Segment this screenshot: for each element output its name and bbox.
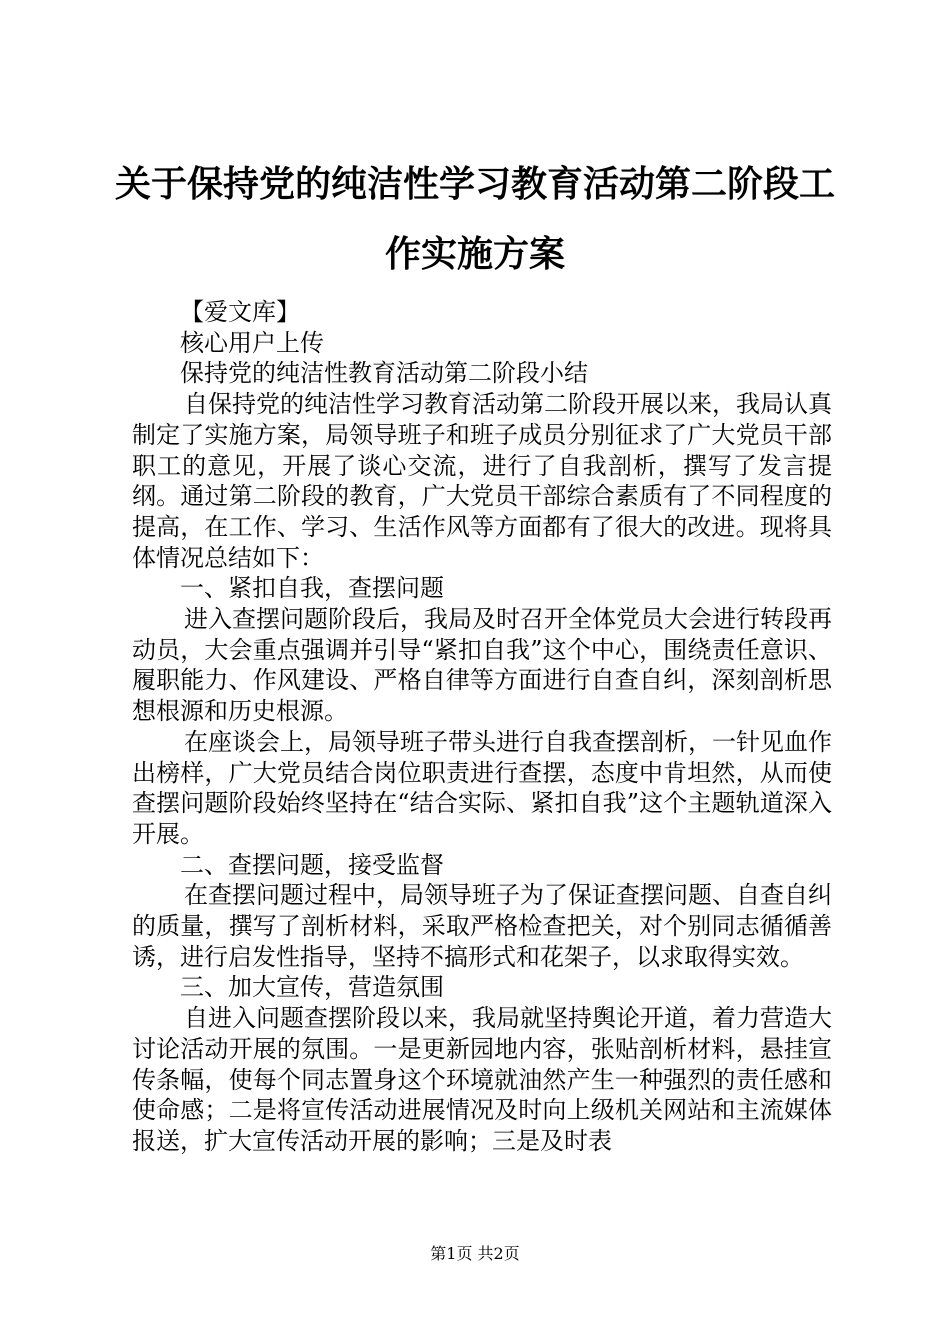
paragraph-section-2: 在查摆问题过程中，局领导班子为了保证查摆问题、自查自纠的质量，撰写了剖析材料，采取严格检查把关，对个别同志循循善诱，进行启发性指导，坚持不搞形式和花架子，以求取得实效。: [132, 881, 832, 971]
paragraph-section-1a: 进入查摆问题阶段后，我局及时召开全体党员大会进行转段再动员，大会重点强调并引导“紧扣自我”这个中心，围绕责任意识、履职能力、作风建设、严格自律等方面进行自查自纠，深刻剖析思想根源和历史根源。: [132, 605, 832, 726]
document-title: [100, 150, 850, 290]
source-tag: 【爱文库】: [180, 298, 300, 326]
uploader-note: 核心用户上传: [180, 328, 324, 357]
document-body: [132, 297, 832, 1157]
paragraph-section-3: 自进入问题查摆阶段以来，我局就坚持舆论开道，着力营造大讨论活动开展的氛围。一是更新园地内容，张贴剖析材料，悬挂宣传条幅，使每个同志置身这个环境就油然产生一种强烈的责任感和使命感；二是将宣传活动进展情况及时向上级机关网站和主流媒体报送，扩大宣传活动开展的影响；三是及时表: [132, 1004, 832, 1155]
page-footer: [0, 1244, 950, 1264]
section-heading-3: 三、加大宣传，营造氛围: [180, 973, 444, 1002]
title-line-1: 关于保持党的纯洁性学习教育活动第二阶段工: [114, 164, 835, 205]
subtitle: 保持党的纯洁性教育活动第二阶段小结: [180, 359, 588, 388]
section-heading-2: 二、查摆问题，接受监督: [180, 850, 444, 879]
page-number: 第1页 共2页: [430, 1244, 520, 1263]
section-heading-1: 一、紧扣自我，查摆问题: [180, 574, 444, 603]
paragraph-intro: 自保持党的纯洁性学习教育活动第二阶段开展以来，我局认真制定了实施方案，局领导班子和班子成员分别征求了广大党员干部职工的意见，开展了谈心交流，进行了自我剖析，撰写了发言提纲。通过第二阶段的教育，广大党员干部综合素质有了不同程度的提高，在工作、学习、生活作风等方面都有了很大的改进。现将具体情况总结如下：: [132, 390, 832, 572]
paragraph-section-1b: 在座谈会上，局领导班子带头进行自我查摆剖析，一针见血作出榜样，广大党员结合岗位职责进行查摆，态度中肯坦然，从而使查摆问题阶段始终坚持在“结合实际、紧扣自我”这个主题轨道深入开展。: [132, 727, 832, 848]
title-line-2: 作实施方案: [384, 234, 565, 275]
